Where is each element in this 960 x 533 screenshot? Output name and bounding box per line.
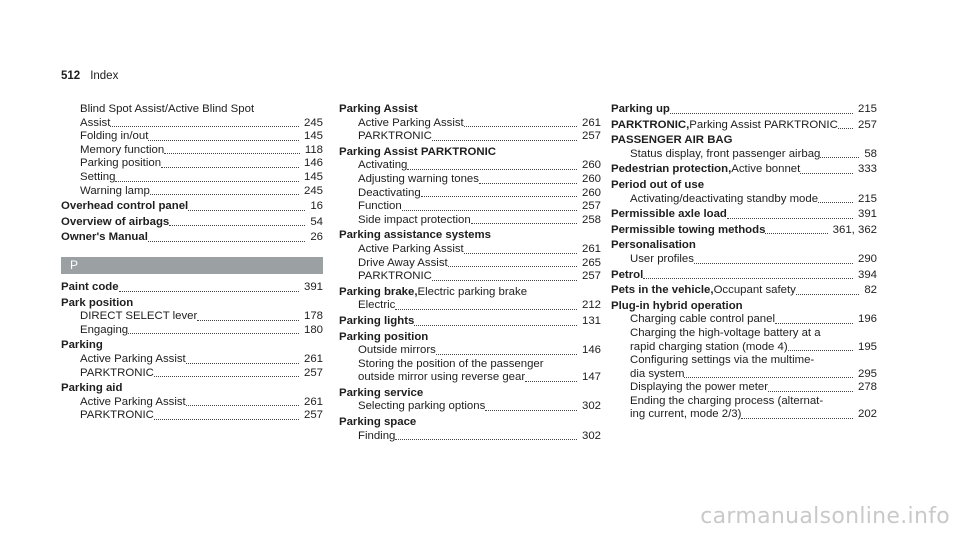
index-term <box>61 297 323 311</box>
page-reference-link[interactable]: 261 <box>303 352 323 365</box>
leader-dots <box>464 126 577 127</box>
leader-dots <box>684 377 853 378</box>
page-header <box>61 70 118 82</box>
index-term <box>61 200 323 214</box>
leader-dots <box>432 140 577 141</box>
leader-dots <box>796 294 859 295</box>
term-text: Parking Assist <box>339 103 418 115</box>
page-reference-link[interactable]: 278 <box>857 381 877 394</box>
index-entry <box>339 286 601 313</box>
leader-dots <box>395 439 577 440</box>
term-text: rapid charging station (mode 4) <box>630 340 788 353</box>
index-subterm <box>611 193 877 207</box>
index-subterm <box>61 157 323 171</box>
index-subterm <box>611 327 877 341</box>
leader-dots <box>432 280 577 281</box>
index-subterm <box>339 344 601 358</box>
term-text: Owner's Manual <box>61 231 148 244</box>
term-text: Park position <box>61 296 134 309</box>
leader-dots <box>119 291 299 292</box>
term-text: PARKTRONIC <box>80 366 154 379</box>
page-reference-link[interactable]: 265 <box>581 256 601 269</box>
page-reference-link[interactable]: 196 <box>857 313 877 326</box>
page-reference-link[interactable]: 391 <box>303 280 323 293</box>
index-entry <box>61 339 323 380</box>
leader-dots <box>150 194 299 195</box>
term-text: Adjusting warning tones <box>358 172 479 185</box>
index-subterm <box>339 243 601 257</box>
page-reference-link[interactable]: 257 <box>581 200 601 213</box>
leader-dots <box>148 241 305 242</box>
index-entry <box>61 281 323 295</box>
index-term <box>611 239 877 253</box>
index-subterm <box>339 270 601 284</box>
page-reference-link[interactable]: 257 <box>303 366 323 379</box>
page-reference-link[interactable]: 178 <box>303 310 323 323</box>
leader-dots <box>694 263 853 264</box>
index-term <box>339 387 601 401</box>
leader-dots <box>148 140 299 141</box>
leader-dots <box>407 169 577 170</box>
leader-dots <box>154 419 299 420</box>
index-subterm <box>339 257 601 271</box>
term-reference: Active bonnet <box>731 163 801 176</box>
leader-dots <box>485 410 577 411</box>
term-text: Parking brake, <box>339 285 418 298</box>
index-term <box>61 382 323 396</box>
page-reference-link[interactable]: 361, 362 <box>832 223 877 236</box>
term-reference: Electric parking brake <box>417 285 528 298</box>
index-entry <box>611 224 877 238</box>
section-title: Index <box>90 70 119 82</box>
term-text: Finding <box>358 429 396 442</box>
index-column-1 <box>61 103 323 425</box>
page-reference-link[interactable]: 212 <box>581 299 601 312</box>
term-text: Blind Spot Assist/Active Blind Spot <box>80 103 255 115</box>
index-term <box>611 224 877 238</box>
term-text: Charging cable control panel <box>630 313 776 326</box>
leader-dots <box>525 381 577 382</box>
index-subterm <box>61 310 323 324</box>
term-text: Drive Away Assist <box>358 256 448 269</box>
index-entry <box>611 179 877 206</box>
term-text: Paint code <box>61 280 119 293</box>
term-text: Parking <box>61 339 103 352</box>
leader-dots <box>395 309 577 310</box>
term-text: Charging the high-voltage battery at a <box>630 326 821 339</box>
leader-dots <box>161 167 299 168</box>
index-entry <box>61 382 323 423</box>
term-text: User profiles <box>630 252 694 265</box>
term-text: Overhead control panel <box>61 200 189 213</box>
term-text: dia system <box>630 367 685 380</box>
leader-dots <box>110 126 299 127</box>
term-text: Storing the position of the passenger <box>358 357 544 370</box>
leader-dots <box>402 210 577 211</box>
page-reference-link[interactable]: 146 <box>303 157 323 170</box>
page-reference-link[interactable]: 295 <box>857 367 877 380</box>
index-entry <box>339 315 601 329</box>
index-entry <box>611 208 877 222</box>
leader-dots <box>421 196 577 197</box>
index-term <box>611 103 877 117</box>
index-subterm <box>339 214 601 228</box>
page-reference-link[interactable]: 260 <box>581 186 601 199</box>
page-reference-link[interactable]: 258 <box>581 213 601 226</box>
page-reference-link[interactable]: 302 <box>581 429 601 442</box>
term-text: Plug-in hybrid operation <box>611 299 743 312</box>
index-subterm <box>339 187 601 201</box>
page-reference-link[interactable]: 333 <box>857 163 877 176</box>
term-text: Pets in the vehicle, <box>611 284 714 297</box>
index-subterm <box>339 371 601 385</box>
page-reference-link[interactable]: 394 <box>857 268 877 281</box>
page-reference-link[interactable]: 180 <box>303 323 323 336</box>
page-reference-link[interactable]: 54 <box>310 215 323 228</box>
index-column-2 <box>339 103 601 445</box>
page-reference-link[interactable]: 147 <box>581 371 601 384</box>
leader-dots <box>800 173 853 174</box>
watermark: carmanualsonline.info <box>700 504 950 529</box>
page-reference-link[interactable]: 131 <box>581 314 601 327</box>
index-term <box>339 229 601 243</box>
page-reference-link[interactable]: 118 <box>304 143 323 156</box>
index-subterm <box>339 130 601 144</box>
term-text: Parking up <box>611 103 670 115</box>
index-subterm <box>61 324 323 338</box>
term-text: Active Parking Assist <box>80 352 186 365</box>
index-subterm <box>61 353 323 367</box>
term-text: Side impact protection <box>358 213 471 226</box>
index-entry <box>339 416 601 443</box>
index-term <box>339 103 601 117</box>
term-text: Configuring settings via the multime- <box>630 354 815 367</box>
index-term <box>61 339 323 353</box>
term-text: Active Parking Assist <box>80 395 186 408</box>
index-subterm <box>339 173 601 187</box>
term-text: Personalisation <box>611 239 696 252</box>
term-text: Selecting parking options <box>358 400 486 413</box>
page-reference-link[interactable]: 202 <box>857 408 877 421</box>
leader-dots <box>128 333 299 334</box>
leader-dots <box>188 210 305 211</box>
leader-dots <box>643 278 853 279</box>
index-subterm <box>61 144 323 158</box>
term-text: Activating/deactivating standby mode <box>630 192 819 205</box>
index-entry <box>611 284 877 298</box>
leader-dots <box>727 218 853 219</box>
index-term <box>611 163 877 177</box>
page-reference-link[interactable]: 245 <box>303 184 323 197</box>
leader-dots <box>186 363 299 364</box>
term-text: Pedestrian protection, <box>611 163 732 176</box>
index-subterm <box>611 381 877 395</box>
page-reference-link[interactable]: 260 <box>581 159 601 172</box>
page-reference-link[interactable]: 261 <box>581 242 601 255</box>
term-text: Parking assistance systems <box>339 229 491 242</box>
index-subterm <box>611 408 877 422</box>
leader-dots <box>164 153 300 154</box>
index-entry <box>611 119 877 133</box>
leader-dots <box>479 183 577 184</box>
index-subterm <box>611 313 877 327</box>
section-letter-bar: P <box>61 257 323 274</box>
index-subterm <box>339 159 601 173</box>
index-subterm <box>339 200 601 214</box>
index-term <box>611 134 877 148</box>
index-term <box>611 179 877 193</box>
term-text: Engaging <box>80 323 129 336</box>
term-text: Permissible axle load <box>611 208 727 221</box>
index-term <box>339 146 601 160</box>
index-term <box>339 315 601 329</box>
index-subterm <box>61 117 323 131</box>
index-term <box>611 119 877 133</box>
index-term <box>611 269 877 283</box>
index-subterm <box>339 299 601 313</box>
term-text: Parking lights <box>339 314 415 327</box>
index-subterm <box>611 395 877 409</box>
page-reference-link[interactable]: 82 <box>864 284 877 297</box>
page-reference-link[interactable]: 146 <box>581 344 601 357</box>
index-entry <box>611 300 877 422</box>
index-entry <box>339 146 601 228</box>
page-reference-link[interactable]: 261 <box>303 395 323 408</box>
index-subterm <box>339 430 601 444</box>
leader-dots <box>186 405 299 406</box>
term-text: Electric <box>358 299 396 312</box>
term-text: Function <box>358 200 402 213</box>
term-text: Deactivating <box>358 186 421 199</box>
index-term <box>339 331 601 345</box>
term-text: PARKTRONIC, <box>611 118 690 131</box>
page-reference-link[interactable]: 290 <box>857 252 877 265</box>
leader-dots <box>670 113 853 114</box>
index-term <box>339 416 601 430</box>
leader-dots <box>838 128 853 129</box>
term-text: ing current, mode 2/3) <box>630 408 742 421</box>
term-text: Warning lamp <box>80 184 150 197</box>
page-reference-link[interactable]: 195 <box>857 340 877 353</box>
index-entry <box>611 134 877 161</box>
index-entry <box>61 216 323 230</box>
leader-dots <box>768 391 853 392</box>
term-text: Overview of airbags <box>61 215 170 228</box>
page-reference-link[interactable]: 257 <box>581 270 601 283</box>
page-number: 512 <box>61 70 81 82</box>
index-entry <box>611 269 877 283</box>
term-text: Parking Assist PARKTRONIC <box>339 145 496 158</box>
page-reference-link[interactable]: 145 <box>303 130 323 143</box>
index-subterm <box>339 117 601 131</box>
index-subterm <box>611 253 877 267</box>
leader-dots <box>115 181 299 182</box>
term-text: Parking aid <box>61 382 123 395</box>
page-reference-link[interactable]: 261 <box>581 116 601 129</box>
page-reference-link[interactable]: 245 <box>303 116 323 129</box>
index-subterm <box>61 396 323 410</box>
term-text: Ending the charging process (alternat- <box>630 394 824 407</box>
term-text: Petrol <box>611 268 644 281</box>
leader-dots <box>464 253 577 254</box>
index-entry <box>611 163 877 177</box>
term-text: DIRECT SELECT lever <box>80 310 198 323</box>
term-text: Activating <box>358 159 408 172</box>
leader-dots <box>775 323 853 324</box>
page-reference-link[interactable]: 257 <box>857 118 877 131</box>
index-subterm <box>61 171 323 185</box>
term-text: Permissible towing methods <box>611 223 766 236</box>
term-text: Parking position <box>339 330 429 343</box>
index-subterm <box>61 367 323 381</box>
leader-dots <box>741 418 853 419</box>
index-subterm <box>61 103 323 117</box>
index-entry <box>611 103 877 117</box>
term-text: Folding in/out <box>80 130 149 143</box>
index-subterm <box>611 354 877 368</box>
index-subterm <box>611 368 877 382</box>
page-reference-link[interactable]: 215 <box>857 103 877 115</box>
leader-dots <box>414 325 577 326</box>
index-entry <box>611 239 877 266</box>
page-reference-link[interactable]: 257 <box>581 130 601 143</box>
leader-dots <box>788 350 853 351</box>
index-term <box>611 284 877 298</box>
term-text: PARKTRONIC <box>358 270 432 283</box>
page-reference-link[interactable]: 260 <box>581 172 601 185</box>
leader-dots <box>154 376 299 377</box>
index-subterm <box>61 130 323 144</box>
term-text: PARKTRONIC <box>358 130 432 143</box>
term-text: Parking service <box>339 386 424 399</box>
leader-dots <box>765 233 827 234</box>
term-text: Setting <box>80 170 116 183</box>
index-term <box>61 231 323 245</box>
index-entry <box>61 297 323 338</box>
term-reference: Occupant safety <box>713 284 796 297</box>
index-column-3 <box>611 103 877 424</box>
leader-dots <box>818 202 853 203</box>
index-entry <box>339 387 601 414</box>
index-term <box>611 300 877 314</box>
page-reference-link[interactable]: 26 <box>310 231 323 244</box>
leader-dots <box>169 225 305 226</box>
page-reference-link[interactable]: 215 <box>857 192 877 205</box>
index-term <box>339 286 601 300</box>
page-reference-link[interactable]: 16 <box>310 200 323 213</box>
term-text: Assist <box>80 116 111 129</box>
index-subterm <box>61 185 323 199</box>
term-text: PARKTRONIC <box>80 409 154 422</box>
term-text: Parking space <box>339 416 417 429</box>
term-text: Displaying the power meter <box>630 381 769 394</box>
term-text: Parking position <box>80 157 162 170</box>
leader-dots <box>820 157 859 158</box>
index-entry <box>339 103 601 144</box>
leader-dots <box>448 266 577 267</box>
index-entry <box>61 231 323 245</box>
index-subterm <box>339 400 601 414</box>
term-text: Active Parking Assist <box>358 116 464 129</box>
page-reference-link[interactable]: 391 <box>857 208 877 221</box>
index-term <box>61 216 323 230</box>
index-entry <box>61 200 323 214</box>
term-text: PASSENGER AIR BAG <box>611 134 733 147</box>
index-subterm <box>611 341 877 355</box>
index-subterm <box>339 358 601 372</box>
leader-dots <box>471 223 577 224</box>
page-reference-link[interactable]: 58 <box>864 147 877 160</box>
term-reference: Parking Assist PARKTRONIC <box>689 118 838 131</box>
index-entry <box>339 229 601 283</box>
index-entry <box>61 103 323 198</box>
term-text: Status display, front passenger airbag <box>630 147 821 160</box>
term-text: Outside mirrors <box>358 344 436 357</box>
index-term <box>61 281 323 295</box>
index-term <box>611 208 877 222</box>
term-text: outside mirror using reverse gear <box>358 371 526 384</box>
term-text: Period out of use <box>611 178 705 191</box>
leader-dots <box>197 320 299 321</box>
index-subterm <box>61 409 323 423</box>
term-text: Active Parking Assist <box>358 242 464 255</box>
page-reference-link[interactable]: 257 <box>303 409 323 422</box>
term-text: Memory function <box>80 143 165 156</box>
page-reference-link[interactable]: 145 <box>303 170 323 183</box>
index-entry <box>339 331 601 385</box>
leader-dots <box>436 354 577 355</box>
index-subterm <box>611 148 877 162</box>
page-reference-link[interactable]: 302 <box>581 400 601 413</box>
